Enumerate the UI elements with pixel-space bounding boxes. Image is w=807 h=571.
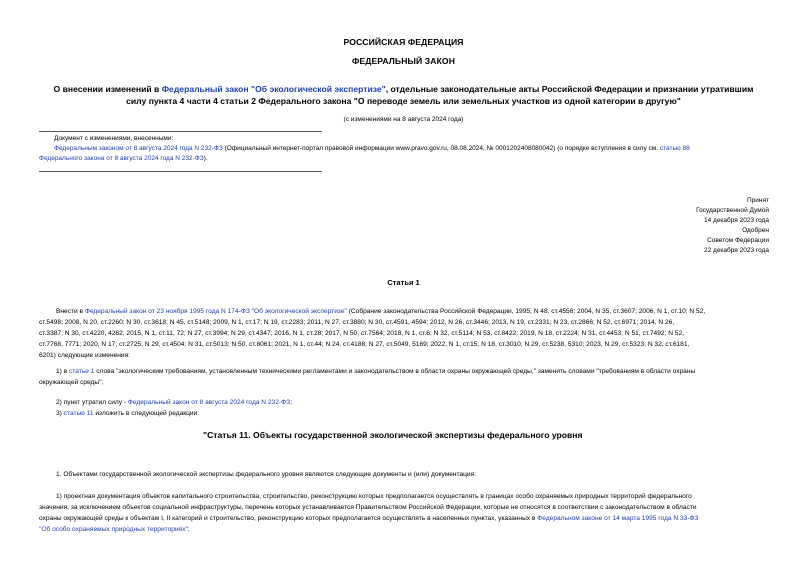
article11-paragraph-2 [39, 491, 779, 535]
changes-line-1 [54, 144, 774, 154]
article1-item3 [56, 408, 199, 419]
item3-article11-link[interactable]: статью 11 [63, 410, 94, 417]
intro-prefix: Внести в [56, 308, 85, 315]
item1-text: слова "экологическим требованиям, установленным техническими регламентами и законодательством в области охраны окружающей среды," заменить словами "требованиям в области охраны [94, 368, 696, 375]
p2-end: ; [187, 526, 190, 533]
intro-line-5: 6201) следующие изменения: [39, 352, 131, 359]
changes-line-2 [39, 154, 779, 164]
council-date: 22 декабря 2023 года [703, 247, 769, 254]
changes-bottom-divider [39, 171, 322, 172]
intro-law-link[interactable]: Федеральный закон от 23 ноября 1995 года N 174-ФЗ "Об экологической экспертизе" [84, 308, 347, 315]
changes-top-divider [39, 131, 322, 132]
revision-note: (с изменениями на 8 августа 2024 года) [343, 116, 464, 123]
accepted-label: Принят [746, 197, 769, 204]
duma-label: Государственной Думой [696, 207, 769, 214]
changes-box [54, 134, 774, 154]
p2-line-1: 1) проектная документация объектов капитального строительства, строительство, реконструкцию которых предполагается осуществлять в границах особо охраняемых природных территорий федерального [56, 493, 692, 500]
title-law-link[interactable]: Федеральный закон "Об экологической экспертизе" [161, 84, 386, 94]
approved-label: Одобрен [742, 227, 769, 234]
article11-paragraph-1: 1. Объектами государственной экологической экспертизы федерального уровня являются следующие документы и (или) документация: [56, 471, 477, 478]
changes-article88-link[interactable]: статью 88 [659, 145, 690, 152]
item2-law-link[interactable]: Федеральный закон от 8 августа 2024 года N 232-ФЗ [127, 399, 291, 406]
article1-intro [39, 306, 779, 361]
intro-line-4: ст.7768, 7771; 2020, N 17, ст.2725; N 29, ст.4504; N 31, ст.5013; N 50, ст.8061; 2021, N 1, ст.44; N 24, ст.4188; N 27, ст.5049, 5169; 2022, N 1, ст.15; N 18, ст.3010; N 29, ст.5238, 5310; 2023, N 29, ст.5323; N 32, ст.6181, [39, 341, 690, 348]
changes-label: Документ с изменениями, внесенными: [54, 135, 174, 142]
country-heading: РОССИЙСКАЯ ФЕДЕРАЦИЯ [343, 37, 464, 47]
duma-date: 14 декабря 2023 года [703, 217, 769, 224]
item1-prefix: 1) в [56, 368, 70, 375]
intro-line-3: ст.3387; N 30, ст.4220, 4262; 2015, N 1, ст.11, 72; N 27, ст.3994; N 29, ст.4347; 2016, N 1, ст.28; 2017, N 50, ст.7564; 2018, N 1, ст.6; N 32, ст.5114; N 53, ст.8422; 2019, N 18, ст.2224; N 31, ст.4453; N 51, ст.7492; N 52, [39, 330, 684, 337]
p2-law33-link[interactable]: Федеральном законе от 14 марта 1995 года N 33-ФЗ [537, 515, 699, 522]
intro-line1-text: (Собрание законодательства Российской Федерации, 1995, N 48, ст.4556; 2004, N 35, ст.3607; 2006, N 1, ст.10; N 52, [346, 308, 706, 315]
adoption-block [696, 196, 769, 256]
intro-line-2: ст.5498; 2008, N 20, ст.2260; N 30, ст.3618; N 45, ст.5148; 2009, N 1, ст.17; N 19, ст.2283; 2011, N 27, ст.3880; N 30, ст.4591, 4594; 2012, N 26, ст.3446; 2013, N 19, ст.2331; N 23, ст.2866; N 52, ст.6971; 2014, N 26, [39, 319, 675, 326]
changes-text: (Официальный интернет-портал правовой информации www.pravo.gov.ru, 08.08.2024, № 0001202408080042) (о порядке вступления в силу см. [222, 145, 660, 152]
item3-prefix: 3) [56, 410, 64, 417]
item1-line-1 [39, 366, 779, 377]
changes-end: ). [203, 155, 208, 162]
article1-item2 [56, 397, 292, 408]
law-title-line-1 [0, 84, 807, 96]
title-line1-rest: , отдельные законодательные акты Российской Федерации и признании утратившим [385, 84, 754, 94]
p2-line3-text: охраны окружающей среды к объектам I, II категорий и строительство, реконструкцию которых предполагается осуществлять в населенных пунктах, указанных в [39, 515, 538, 522]
item1-article1-link[interactable]: статье 1 [69, 368, 95, 375]
item2-suffix: ; [290, 399, 292, 406]
p2-oopt-link[interactable]: "Об особо охраняемых природных территориях" [39, 526, 188, 533]
p2-line-4 [39, 524, 779, 535]
p2-line-2: значения, за исключением объектов социальной инфраструктуры, перечень которых устанавливается Правительством Российской Федерации, которые не относятся в соответствии с законодательством в области [39, 504, 697, 511]
changes-law-link[interactable]: Федеральным законом от 8 августа 2024 года N 232-ФЗ [54, 145, 223, 152]
law-title [0, 84, 807, 107]
law-type-heading: ФЕДЕРАЛЬНЫЙ ЗАКОН [351, 56, 456, 66]
council-label: Советом Федерации [707, 237, 769, 244]
item1-line-2: окружающей среды"; [39, 379, 104, 386]
title-prefix: О внесении изменений в [53, 84, 162, 94]
article11-heading: "Статья 11. Объекты государственной экологической экспертизы федерального уровня [203, 430, 583, 440]
item3-suffix: изложить в следующей редакции: [93, 410, 200, 417]
article1-heading: Статья 1 [387, 278, 420, 287]
p2-line-3 [39, 513, 779, 524]
changes-law232-link[interactable]: Федерального закона от 8 августа 2024 года N 232-ФЗ [39, 155, 204, 162]
intro-line-1 [39, 306, 779, 317]
article1-item1 [39, 366, 779, 388]
item2-prefix: 2) пункт утратил силу - [56, 399, 128, 406]
law-title-line-2: силу пункта 4 части 4 статьи 2 Федерального закона "О переводе земель или земельных участков из одной категории в другую" [126, 95, 681, 106]
